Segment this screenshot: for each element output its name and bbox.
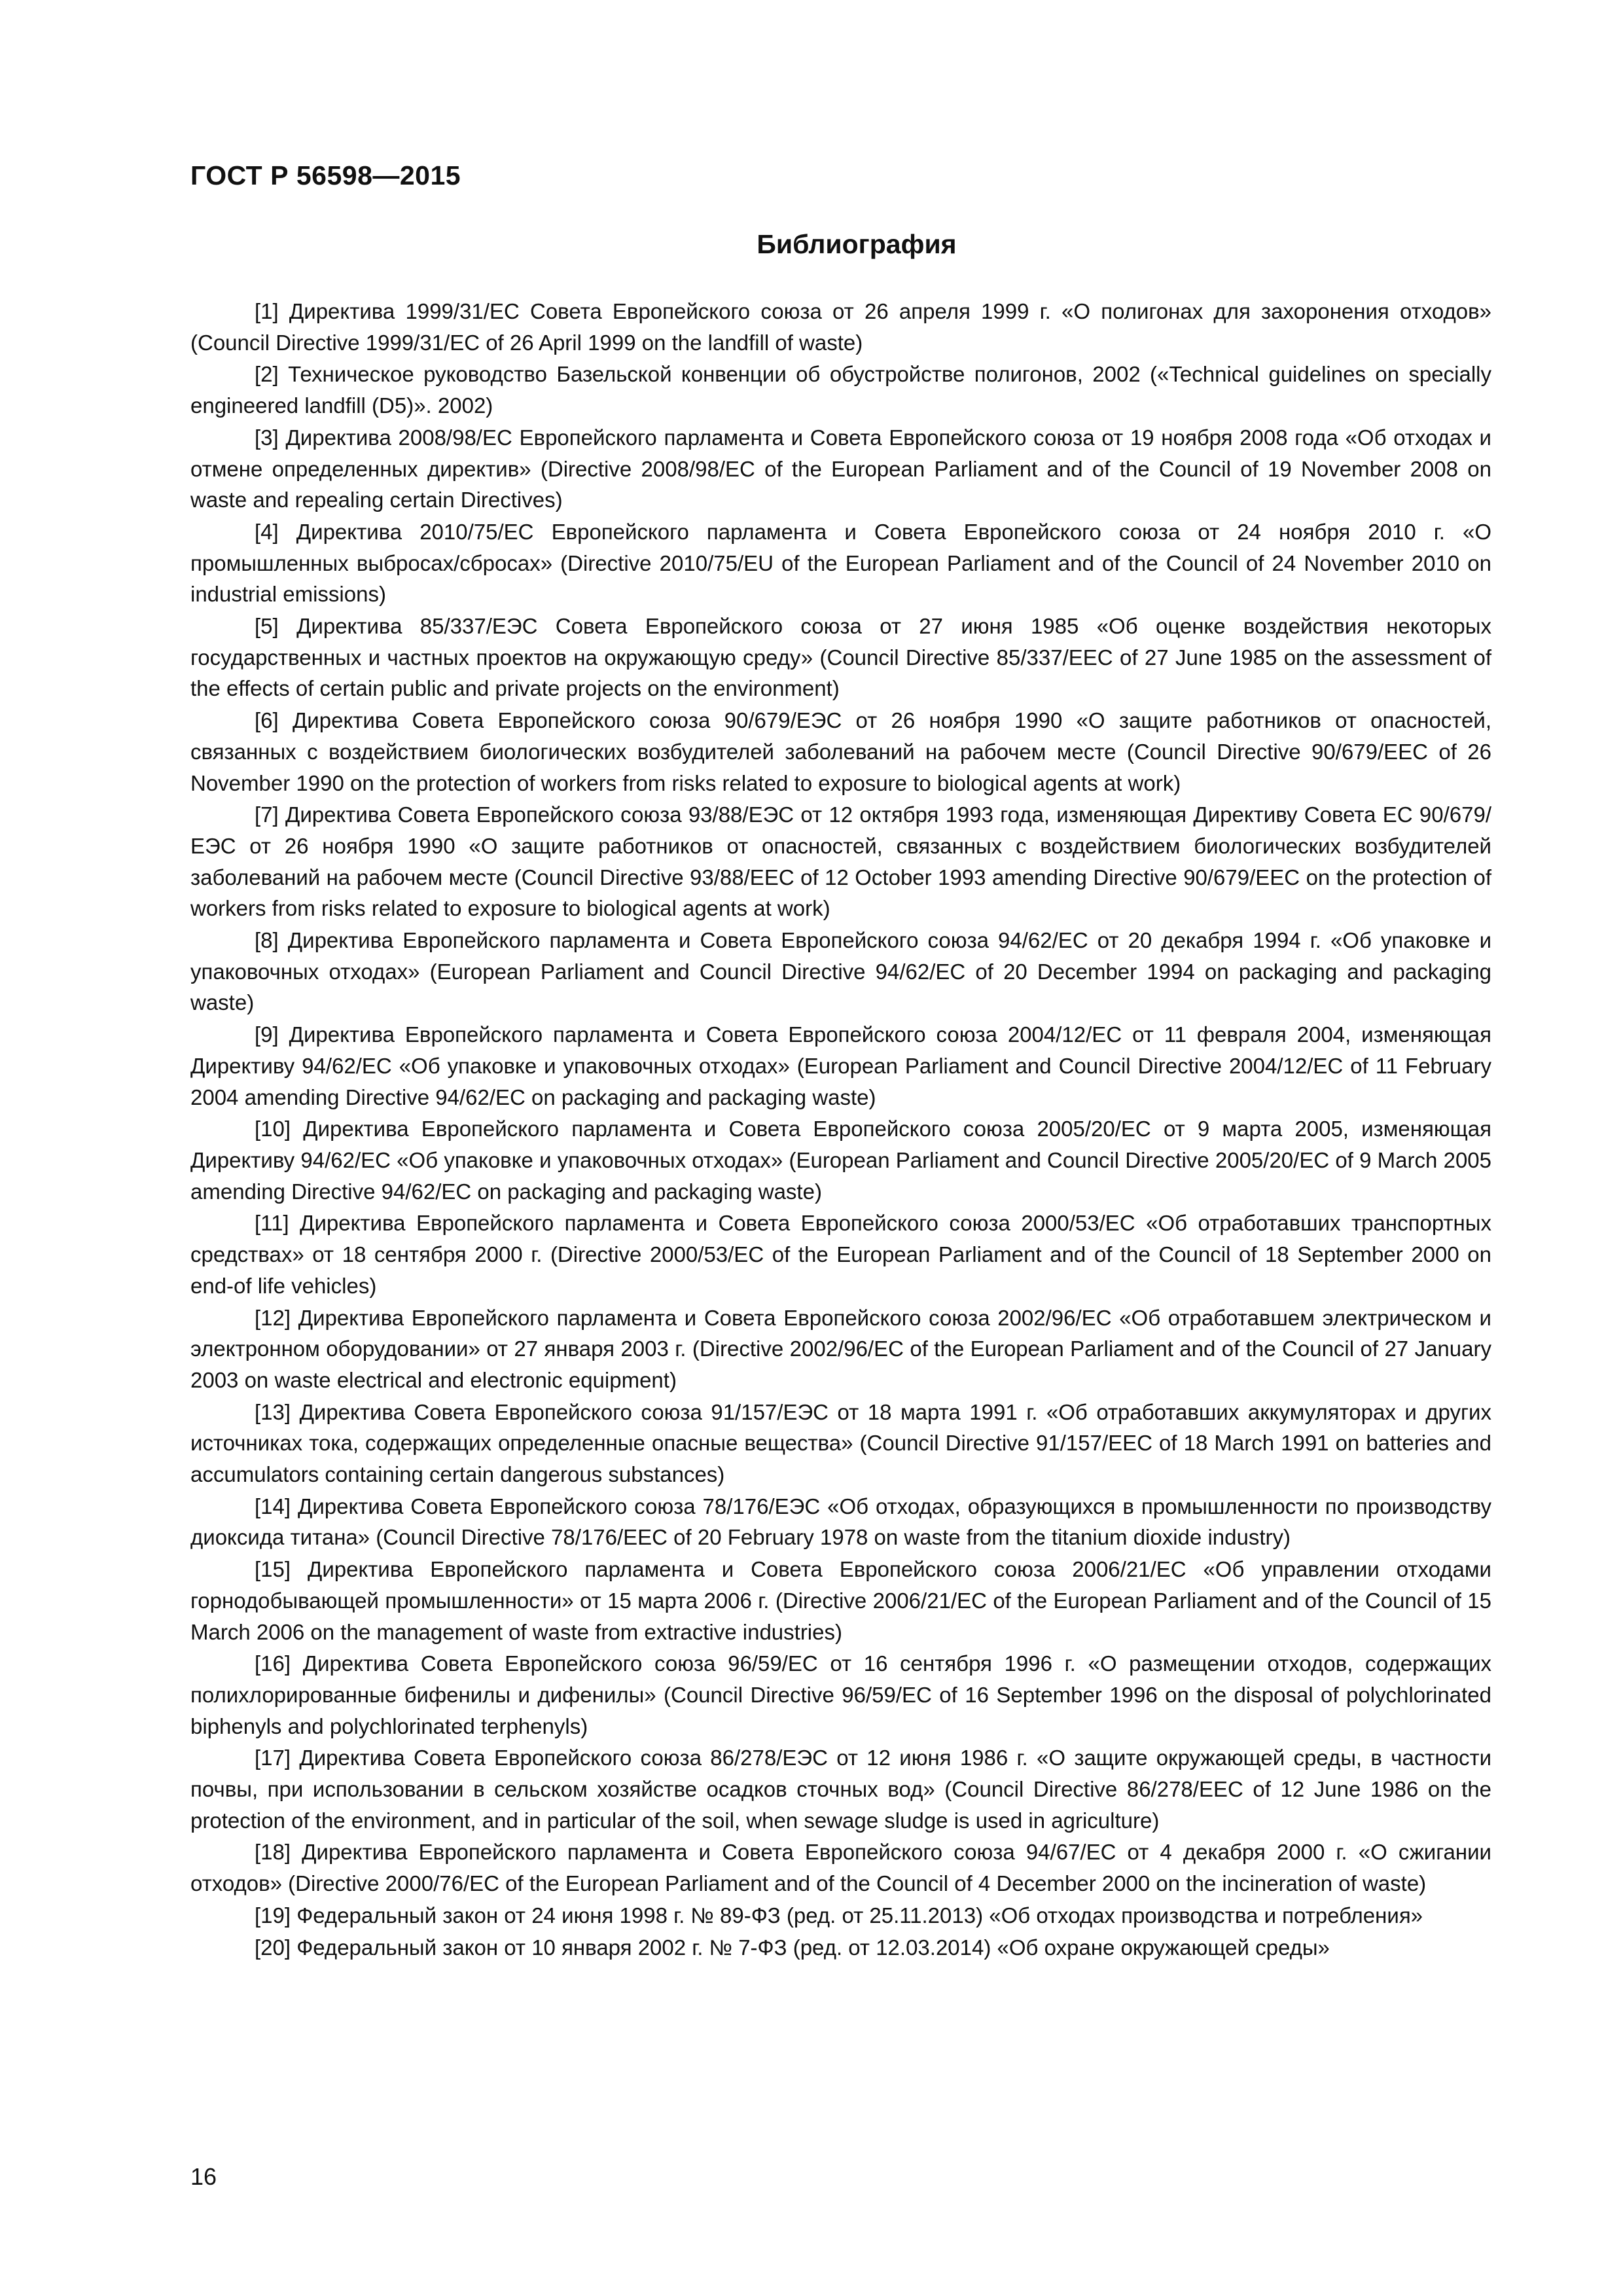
entry-number: [19] <box>255 1903 291 1928</box>
entry-text: Директива Совета Европейского союза 93/88/ЕЭС от 12 октября 1993 года, изменяющая Директиву Совета ЕС 90/679/ЕЭС от 26 ноября 1990 «О защите работников от опасностей, связанных с воздействием биологических возбудителей заболеваний на рабочем месте (Council Directive 93/88/ЕЕС of 12 October 1993 amending Directive 90/679/ЕЕС on the protection of workers from risks related to exposure to biological agents at work) <box>190 802 1491 921</box>
document-code: ГОСТ Р 56598—2015 <box>190 160 461 190</box>
entry-text: Директива 1999/31/ЕС Совета Европейского союза от 26 апреля 1999 г. «О полигонах для захоронения отходов» (Council Directive 1999/31/ЕС of 26 April 1999 on the landfill of waste) <box>190 299 1491 355</box>
entry-number: [2] <box>255 362 279 387</box>
entry-number: [7] <box>255 802 279 827</box>
bibliography-entry-20 <box>190 1932 1491 1964</box>
entry-text: Директива Европейского парламента и Совета Европейского союза 94/67/ЕС от 4 декабря 2000 г. «О сжигании отходов» (Directive 2000/76/ЕС of the European Parliament and of the Council of 4 December 2000 on the incineration of waste) <box>190 1840 1491 1896</box>
bibliography-entry-13 <box>190 1397 1491 1490</box>
bibliography-list <box>190 296 1491 1964</box>
bibliography-entry-15 <box>190 1554 1491 1647</box>
entry-number: [16] <box>255 1651 291 1676</box>
entry-text: Федеральный закон от 24 июня 1998 г. № 89-ФЗ (ред. от 25.11.2013) «Об отходах производства и потребления» <box>296 1903 1423 1928</box>
entry-text: Директива Европейского парламента и Совета Европейского союза 2005/20/ЕС от 9 марта 2005, изменяющая Директиву 94/62/ЕС «Об упаковке и упаковочных отходах» (European Parliament and Council Directive 2005/20/ЕС of 9 March 2005 amending Directive 94/62/ЕС on packaging and packaging waste) <box>190 1117 1491 1204</box>
entry-number: [11] <box>255 1211 289 1236</box>
page-number: 16 <box>190 2163 217 2190</box>
entry-number: [20] <box>255 1935 291 1960</box>
entry-text: Директива Европейского парламента и Совета Европейского союза 2000/53/ЕС «Об отработавших транспортных средствах» от 18 сентября 2000 г. (Directive 2000/53/ЕС of the European Parliament and of the Council of 18 September 2000 on end-of life vehicles) <box>190 1211 1491 1298</box>
bibliography-entry-10 <box>190 1113 1491 1207</box>
entry-number: [5] <box>255 614 279 639</box>
bibliography-entry-8 <box>190 925 1491 1018</box>
bibliography-entry-9 <box>190 1019 1491 1113</box>
entry-number: [18] <box>255 1840 291 1865</box>
bibliography-entry-16 <box>190 1648 1491 1742</box>
entry-text: Директива Совета Европейского союза 86/278/ЕЭС от 12 июня 1986 г. «О защите окружающей среды, в частности почвы, при использовании в сельском хозяйстве осадков сточных вод» (Council Directive 86/278/ЕЕС of 12 June 1986 on the protection of the environment, and in particular of the soil, when sewage sludge is used in agriculture) <box>190 1746 1491 1833</box>
bibliography-entry-4 <box>190 516 1491 610</box>
bibliography-entry-17 <box>190 1742 1491 1836</box>
bibliography-entry-19 <box>190 1900 1491 1931</box>
entry-number: [14] <box>255 1494 291 1518</box>
entry-number: [15] <box>255 1557 291 1582</box>
entry-text: Техническое руководство Базельской конвенции об обустройстве полигонов, 2002 («Technical guidelines on specially engineered landfill (D5)». 2002) <box>190 362 1491 418</box>
entry-number: [13] <box>255 1399 291 1424</box>
entry-text: Директива Совета Европейского союза 91/157/ЕЭС от 18 марта 1991 г. «Об отработавших аккумуляторах и других источниках тока, содержащих определенные опасные вещества» (Council Directive 91/157/ЕЕС of 18 March 1991 on batteries and accumulators containing certain dangerous substances) <box>190 1399 1491 1487</box>
entry-number: [6] <box>255 708 279 733</box>
entry-text: Директива 85/337/ЕЭС Совета Европейского союза от 27 июня 1985 «Об оценке воздействия некоторых государственных и частных проектов на окружающую среду» (Council Directive 85/337/ЕЕС of 27 June 1985 on the assessment of the effects of certain public and private projects on the environment) <box>190 614 1491 701</box>
entry-text: Директива Совета Европейского союза 96/59/ЕС от 16 сентября 1996 г. «О размещении отходов, содержащих полихлорированные бифенилы и дифенилы» (Council Directive 96/59/ЕС of 16 September 1996 on the disposal of polychlorinated biphenyls and polychlorinated terphenyls) <box>190 1651 1491 1738</box>
bibliography-entry-14 <box>190 1491 1491 1553</box>
entry-number: [12] <box>255 1305 291 1330</box>
entry-number: [8] <box>255 928 279 953</box>
entry-text: Директива Европейского парламента и Совета Европейского союза 2002/96/ЕС «Об отработавшем электрическом и электронном оборудовании» от 27 января 2003 г. (Directive 2002/96/ЕС of the European Parliament and of the Council of 27 January 2003 on waste electrical and electronic equipment) <box>190 1305 1491 1392</box>
entry-number: [9] <box>255 1022 279 1047</box>
bibliography-entry-3 <box>190 422 1491 516</box>
entry-text: Директива 2010/75/ЕС Европейского парламента и Совета Европейского союза от 24 ноября 2010 г. «О промышленных выбросах/сбросах» (Directive 2010/75/EU of the European Parliament and of the Council of 24 November 2010 on industrial emissions) <box>190 519 1492 607</box>
bibliography-entry-6 <box>190 705 1491 798</box>
bibliography-entry-18 <box>190 1837 1491 1899</box>
entry-text: Директива Совета Европейского союза 90/679/ЕЭС от 26 ноября 1990 «О защите работников от опасностей, связанных с воздействием биологических возбудителей заболеваний на рабочем месте (Council Directive 90/679/ЕЕС of 26 November 1990 on the protection of workers from risks related to exposure to biological agents at work) <box>190 708 1492 795</box>
bibliography-entry-7 <box>190 799 1491 924</box>
entry-text: Директива Европейского парламента и Совета Европейского союза 94/62/ЕС от 20 декабря 1994 г. «Об упаковке и упаковочных отходах» (European Parliament and Council Directive 94/62/ЕС of 20 December 1994 on packaging and packaging waste) <box>190 928 1492 1015</box>
bibliography-entry-11 <box>190 1208 1491 1301</box>
entry-number: [3] <box>255 425 279 450</box>
entry-text: Директива 2008/98/ЕС Европейского парламента и Совета Европейского союза от 19 ноября 2008 года «Об отходах и отмене определенных директив» (Directive 2008/98/ЕС of the European Parliament and of the Council of 19 November 2008 on waste and repealing certain Directives) <box>190 425 1491 512</box>
entry-text: Директива Европейского парламента и Совета Европейского союза 2004/12/ЕС от 11 февраля 2004, изменяющая Директиву 94/62/ЕС «Об упаковке и упаковочных отходах» (European Parliament and Council Directive 2004/12/ЕС of 11 February 2004 amending Directive 94/62/ЕС on packaging and packaging waste) <box>190 1022 1491 1109</box>
entry-number: [17] <box>255 1746 291 1770</box>
entry-text: Директива Совета Европейского союза 78/176/ЕЭС «Об отходах, образующихся в промышленности по производству диоксида титана» (Council Directive 78/176/ЕЕС of 20 February 1978 on waste from the titanium dioxide industry) <box>190 1494 1491 1550</box>
entry-text: Директива Европейского парламента и Совета Европейского союза 2006/21/ЕС «Об управлении отходами горнодобывающей промышленности» от 15 марта 2006 г. (Directive 2006/21/ЕС of the European Parliament and of the Council of 15 March 2006 on the management of waste from extractive industries) <box>190 1557 1491 1644</box>
bibliography-entry-2 <box>190 359 1491 421</box>
section-title: Библиография <box>757 229 957 259</box>
entry-number: [4] <box>255 519 279 544</box>
bibliography-entry-12 <box>190 1302 1491 1396</box>
entry-text: Федеральный закон от 10 января 2002 г. № 7-ФЗ (ред. от 12.03.2014) «Об охране окружающей среды» <box>296 1935 1330 1960</box>
bibliography-entry-5 <box>190 611 1491 704</box>
entry-number: [1] <box>255 299 279 323</box>
bibliography-entry-1 <box>190 296 1491 358</box>
entry-number: [10] <box>255 1117 291 1141</box>
